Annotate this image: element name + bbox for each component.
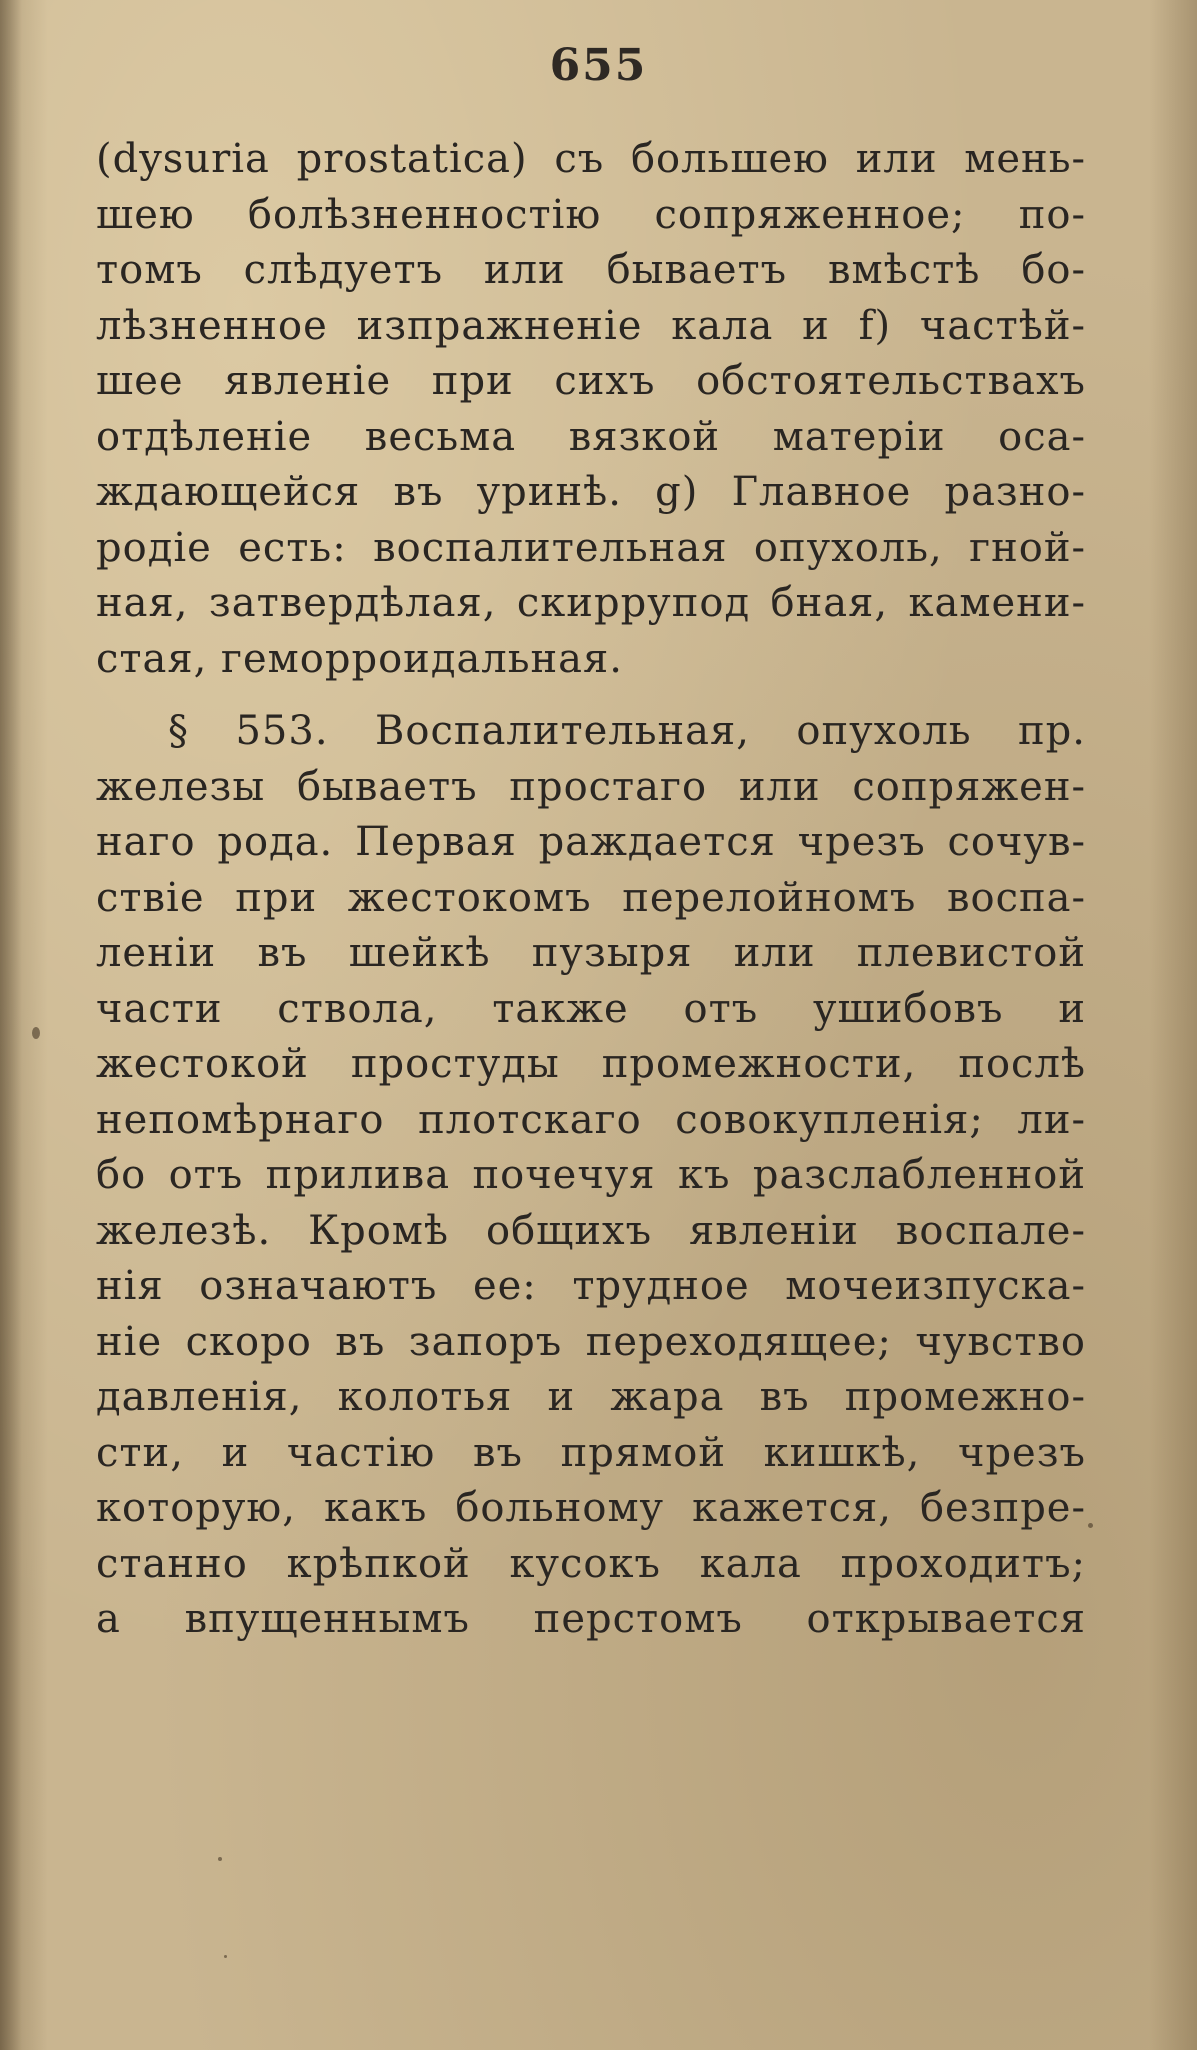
text-line: ніе скоро въ запоръ переходящее; чувство [96,1318,1086,1365]
ink-speck [218,1857,222,1861]
text-line: ждающейся въ уринѣ. g) Главное разно- [96,469,1086,515]
ink-speck [224,1955,227,1958]
text-line: ствіе при жестокомъ перелойномъ воспа- [96,874,1086,921]
text-line: непомѣрнаго плотскаго совокупленія; ли- [96,1096,1086,1143]
body-text [96,132,1086,1648]
page-number: 655 [549,40,648,91]
text-line: родіе есть: воспалительная опухоль, гной- [96,524,1086,571]
text-line: давленія, колотья и жара въ промежно- [96,1374,1086,1420]
ink-speck [32,1027,40,1039]
text-line: железѣ. Кромѣ общихъ явленіи воспале- [96,1207,1086,1254]
text-line: сти, и частію въ прямой кишкѣ, чрезъ [96,1429,1086,1476]
page-edge-shadow [0,0,22,2050]
text-line: лѣзненное изпражненіе кала и f) частѣй- [96,302,1086,349]
text-line: а впущеннымъ перстомъ открывается [96,1596,1086,1642]
text-line: наго рода. Первая раждается чрезъ сочув- [96,819,1086,865]
text-line: нія означаютъ ее: трудное мочеизпуска- [96,1263,1086,1309]
ink-speck [1088,1523,1093,1528]
text-line: станно крѣпкой кусокъ кала проходитъ; [96,1540,1086,1587]
text-line: шее явленіе при сихъ обстоятельствахъ [96,358,1086,404]
text-line: шею болѣзненностію сопряженное; по- [96,191,1086,238]
text-line: бо отъ прилива почечуя къ разслабленной [96,1152,1086,1198]
paragraph-gap [96,687,1086,704]
text-line: жестокой простуды промежности, послѣ [96,1041,1086,1087]
text-line: (dysuria prostatica) съ большею или мень- [96,136,1086,182]
text-line: отдѣленіе весьма вязкой матеріи оса- [96,413,1086,460]
section-heading-line: § 553. Воспалительная, опухоль пр. [168,708,1086,754]
text-line: леніи въ шейкѣ пузыря или плевистой [96,930,1086,976]
text-line: части ствола, также отъ ушибовъ и [96,985,1086,1032]
text-line: железы бываетъ простаго или сопряжен- [96,763,1086,810]
text-line: стая, геморроидальная. [96,635,623,682]
text-line: томъ слѣдуетъ или бываетъ вмѣстѣ бо- [96,247,1086,293]
text-line: ная, затвердѣлая, скиррупод бная, камени- [96,580,1086,626]
text-line: которую, какъ больному кажется, безпре- [96,1485,1086,1531]
